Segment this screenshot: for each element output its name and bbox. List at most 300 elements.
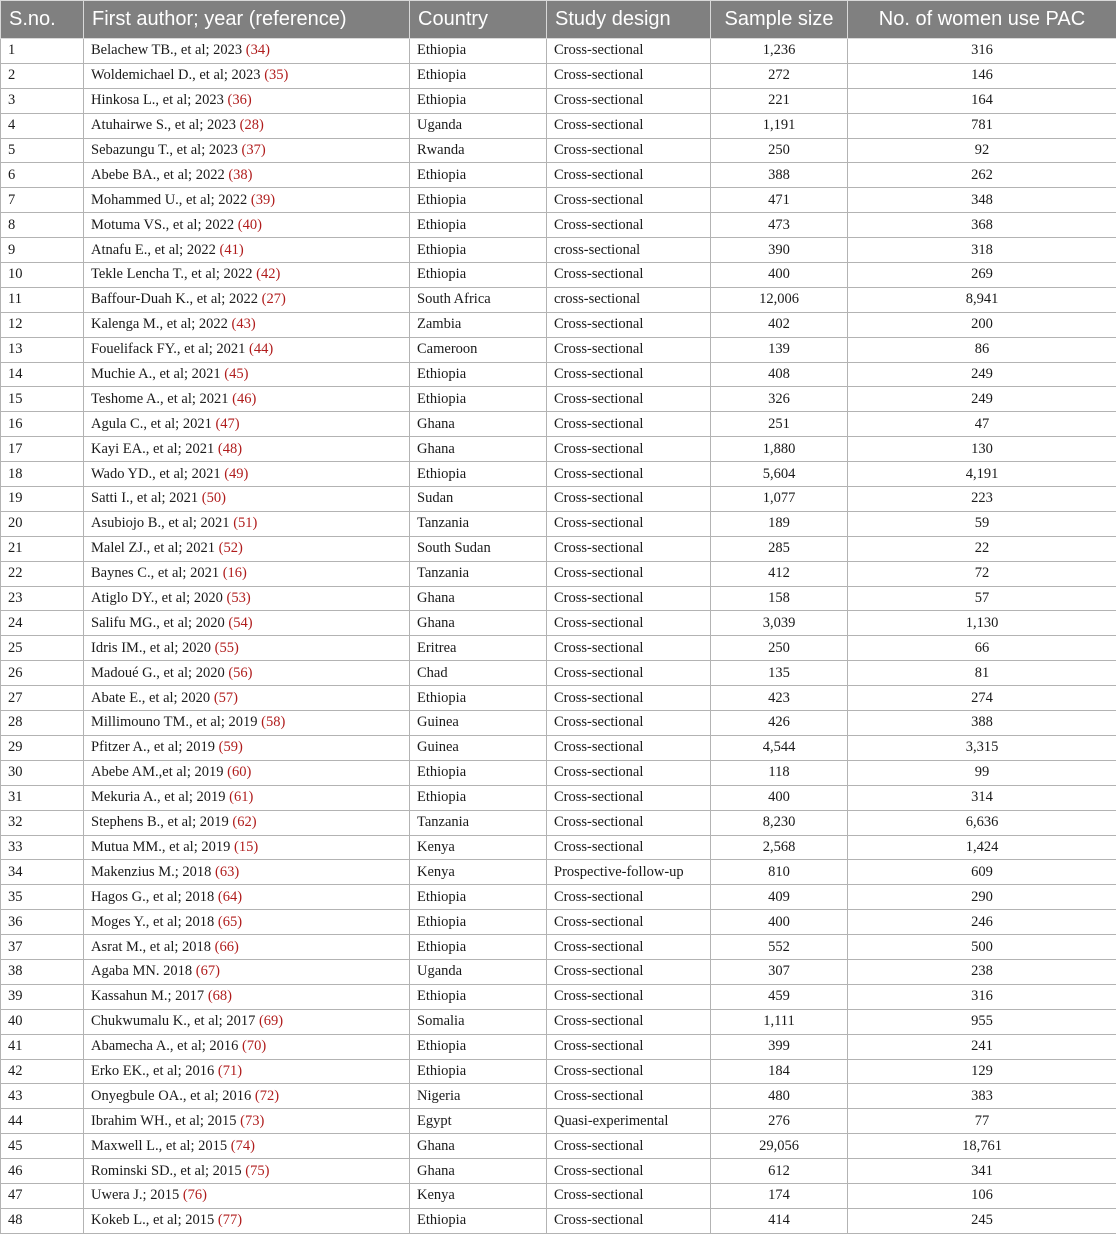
reference-link[interactable]: 46 [237, 391, 252, 407]
cell-women-use-pac: 106 [848, 1183, 1116, 1208]
cell-women-use-pac: 223 [848, 487, 1116, 512]
cell-sno: 3 [1, 88, 84, 113]
table-row [1, 636, 1116, 661]
cell-country: Tanzania [410, 810, 547, 835]
cell-women-use-pac: 274 [848, 686, 1116, 711]
cell-study-design: Cross-sectional [547, 163, 711, 188]
cell-sample-size: 390 [711, 238, 848, 263]
cell-author [84, 138, 410, 163]
reference-paren: (15) [234, 839, 258, 855]
cell-women-use-pac: 318 [848, 238, 1116, 263]
author-text: Abebe AM.,et al; 2019 [91, 764, 224, 780]
reference-link[interactable]: 71 [223, 1063, 238, 1079]
reference-link[interactable]: 39 [256, 192, 271, 208]
cell-women-use-pac: 81 [848, 661, 1116, 686]
reference-link[interactable]: 64 [223, 889, 238, 905]
reference-link[interactable]: 47 [220, 416, 235, 432]
cell-study-design: Cross-sectional [547, 686, 711, 711]
reference-paren: (67) [196, 963, 220, 979]
reference-link[interactable]: 75 [250, 1163, 265, 1179]
cell-author [84, 1084, 410, 1109]
reference-link[interactable]: 38 [233, 167, 248, 183]
table-row [1, 362, 1116, 387]
cell-country: Ethiopia [410, 462, 547, 487]
reference-link[interactable]: 35 [269, 67, 284, 83]
author-text: Belachew TB., et al; 2023 [91, 42, 242, 58]
cell-country: Ethiopia [410, 88, 547, 113]
reference-link[interactable]: 67 [201, 963, 216, 979]
cell-sample-size: 1,077 [711, 487, 848, 512]
cell-country: Sudan [410, 487, 547, 512]
cell-sno: 21 [1, 536, 84, 561]
cell-author [84, 88, 410, 113]
table-row [1, 735, 1116, 760]
cell-author [84, 188, 410, 213]
cell-sno: 8 [1, 213, 84, 238]
cell-author [84, 1059, 410, 1084]
cell-sno: 20 [1, 511, 84, 536]
cell-country: Ethiopia [410, 785, 547, 810]
table-row [1, 760, 1116, 785]
cell-author [84, 586, 410, 611]
reference-link[interactable]: 62 [237, 814, 252, 830]
cell-study-design: Cross-sectional [547, 1009, 711, 1034]
table-row [1, 412, 1116, 437]
cell-women-use-pac: 200 [848, 312, 1116, 337]
cell-women-use-pac: 57 [848, 586, 1116, 611]
cell-country: Kenya [410, 1183, 547, 1208]
reference-paren: (28) [240, 117, 264, 133]
reference-link[interactable]: 44 [254, 341, 269, 357]
cell-sample-size: 307 [711, 959, 848, 984]
cell-country: Ethiopia [410, 362, 547, 387]
reference-paren: (56) [228, 665, 252, 681]
cell-country: Ghana [410, 586, 547, 611]
cell-women-use-pac: 955 [848, 1009, 1116, 1034]
author-text: Malel ZJ., et al; 2021 [91, 540, 215, 556]
reference-link[interactable]: 45 [229, 366, 244, 382]
reference-link[interactable]: 69 [264, 1013, 279, 1029]
cell-author [84, 611, 410, 636]
table-row [1, 138, 1116, 163]
cell-sno: 14 [1, 362, 84, 387]
author-text: Teshome A., et al; 2021 [91, 391, 229, 407]
cell-sample-size: 414 [711, 1208, 848, 1233]
reference-paren: (44) [249, 341, 273, 357]
cell-author [84, 1159, 410, 1184]
cell-women-use-pac: 59 [848, 511, 1116, 536]
cell-sample-size: 3,039 [711, 611, 848, 636]
cell-author [84, 437, 410, 462]
author-text: Agula C., et al; 2021 [91, 416, 212, 432]
cell-sample-size: 118 [711, 760, 848, 785]
author-text: Abebe BA., et al; 2022 [91, 167, 225, 183]
table-header [1, 1, 1116, 39]
cell-study-design: Cross-sectional [547, 337, 711, 362]
reference-link[interactable]: 36 [232, 92, 247, 108]
reference-paren: (16) [223, 565, 247, 581]
reference-link[interactable]: 48 [223, 441, 238, 457]
cell-study-design: Cross-sectional [547, 113, 711, 138]
author-text: Sebazungu T., et al; 2023 [91, 142, 238, 158]
cell-country: Guinea [410, 711, 547, 736]
author-text: Onyegbule OA., et al; 2016 [91, 1088, 251, 1104]
cell-study-design: Cross-sectional [547, 885, 711, 910]
cell-study-design: Cross-sectional [547, 213, 711, 238]
reference-link[interactable]: 70 [247, 1038, 262, 1054]
cell-sample-size: 480 [711, 1084, 848, 1109]
cell-sample-size: 552 [711, 935, 848, 960]
table-row [1, 1034, 1116, 1059]
reference-link[interactable]: 63 [220, 864, 235, 880]
cell-country: Chad [410, 661, 547, 686]
reference-link[interactable]: 37 [246, 142, 261, 158]
table-row [1, 238, 1116, 263]
author-text: Abate E., et al; 2020 [91, 690, 210, 706]
cell-women-use-pac: 262 [848, 163, 1116, 188]
reference-link[interactable]: 55 [219, 640, 234, 656]
reference-link[interactable]: 73 [245, 1113, 260, 1129]
author-text: Atuhairwe S., et al; 2023 [91, 117, 236, 133]
cell-sno: 13 [1, 337, 84, 362]
cell-women-use-pac: 348 [848, 188, 1116, 213]
table-row [1, 188, 1116, 213]
table-row [1, 1084, 1116, 1109]
reference-paren: (42) [256, 266, 280, 282]
cell-author [84, 984, 410, 1009]
cell-study-design: Cross-sectional [547, 462, 711, 487]
reference-link[interactable]: 40 [243, 217, 258, 233]
cell-sample-size: 276 [711, 1109, 848, 1134]
author-text: Baffour-Duah K., et al; 2022 [91, 291, 258, 307]
cell-study-design: Cross-sectional [547, 1134, 711, 1159]
reference-link[interactable]: 15 [239, 839, 254, 855]
table-row [1, 1208, 1116, 1233]
reference-paren: (52) [219, 540, 243, 556]
table-row [1, 337, 1116, 362]
cell-author [84, 487, 410, 512]
table-row [1, 810, 1116, 835]
cell-sno: 40 [1, 1009, 84, 1034]
cell-women-use-pac: 99 [848, 760, 1116, 785]
cell-study-design: Cross-sectional [547, 835, 711, 860]
cell-sno: 1 [1, 39, 84, 64]
cell-sno: 28 [1, 711, 84, 736]
cell-sample-size: 29,056 [711, 1134, 848, 1159]
cell-author [84, 1009, 410, 1034]
cell-sno: 12 [1, 312, 84, 337]
cell-study-design: Cross-sectional [547, 487, 711, 512]
cell-author [84, 213, 410, 238]
reference-paren: (34) [246, 42, 270, 58]
reference-paren: (40) [238, 217, 262, 233]
cell-women-use-pac: 781 [848, 113, 1116, 138]
author-text: Kalenga M., et al; 2022 [91, 316, 228, 332]
author-text: Hagos G., et al; 2018 [91, 889, 214, 905]
reference-link[interactable]: 58 [266, 714, 281, 730]
cell-sample-size: 1,191 [711, 113, 848, 138]
table-row [1, 611, 1116, 636]
cell-author [84, 835, 410, 860]
cell-author [84, 860, 410, 885]
cell-author [84, 238, 410, 263]
cell-author [84, 910, 410, 935]
cell-author [84, 263, 410, 288]
cell-women-use-pac: 609 [848, 860, 1116, 885]
cell-women-use-pac: 1,130 [848, 611, 1116, 636]
cell-women-use-pac: 4,191 [848, 462, 1116, 487]
reference-link[interactable]: 49 [229, 466, 244, 482]
cell-country: Tanzania [410, 511, 547, 536]
cell-women-use-pac: 77 [848, 1109, 1116, 1134]
header-author: First author; year (reference) [84, 1, 410, 39]
cell-sample-size: 459 [711, 984, 848, 1009]
cell-country: Ethiopia [410, 1034, 547, 1059]
cell-sno: 22 [1, 561, 84, 586]
cell-women-use-pac: 500 [848, 935, 1116, 960]
author-text: Makenzius M.; 2018 [91, 864, 211, 880]
cell-author [84, 387, 410, 412]
reference-link[interactable]: 42 [261, 266, 276, 282]
cell-sample-size: 400 [711, 785, 848, 810]
cell-study-design: Cross-sectional [547, 1183, 711, 1208]
table-row [1, 39, 1116, 64]
table-row [1, 586, 1116, 611]
reference-link[interactable]: 76 [188, 1187, 203, 1203]
author-text: Satti I., et al; 2021 [91, 490, 198, 506]
cell-author [84, 711, 410, 736]
author-text: Agaba MN. 2018 [91, 963, 192, 979]
reference-link[interactable]: 41 [224, 242, 239, 258]
author-text: Wado YD., et al; 2021 [91, 466, 221, 482]
reference-link[interactable]: 54 [233, 615, 248, 631]
cell-country: Ethiopia [410, 984, 547, 1009]
reference-link[interactable]: 72 [260, 1088, 275, 1104]
reference-link[interactable]: 59 [224, 739, 239, 755]
reference-paren: (70) [242, 1038, 266, 1054]
author-text: Erko EK., et al; 2016 [91, 1063, 214, 1079]
table-row [1, 935, 1116, 960]
reference-link[interactable]: 43 [236, 316, 251, 332]
cell-sample-size: 139 [711, 337, 848, 362]
cell-sample-size: 471 [711, 188, 848, 213]
reference-link[interactable]: 77 [223, 1212, 238, 1228]
cell-study-design: Cross-sectional [547, 437, 711, 462]
cell-sno: 44 [1, 1109, 84, 1134]
cell-sample-size: 399 [711, 1034, 848, 1059]
reference-link[interactable]: 65 [223, 914, 238, 930]
cell-study-design: Cross-sectional [547, 387, 711, 412]
reference-link[interactable]: 34 [251, 42, 266, 58]
cell-women-use-pac: 316 [848, 984, 1116, 1009]
cell-study-design: Cross-sectional [547, 735, 711, 760]
reference-paren: (37) [241, 142, 265, 158]
cell-country: Uganda [410, 959, 547, 984]
reference-paren: (36) [228, 92, 252, 108]
table-row [1, 885, 1116, 910]
reference-paren: (54) [228, 615, 252, 631]
cell-women-use-pac: 66 [848, 636, 1116, 661]
cell-women-use-pac: 368 [848, 213, 1116, 238]
cell-country: Ethiopia [410, 1208, 547, 1233]
table-row [1, 686, 1116, 711]
reference-paren: (50) [202, 490, 226, 506]
author-text: Rominski SD., et al; 2015 [91, 1163, 242, 1179]
cell-study-design: Cross-sectional [547, 760, 711, 785]
cell-country: Ethiopia [410, 213, 547, 238]
author-text: Idris IM., et al; 2020 [91, 640, 211, 656]
author-text: Motuma VS., et al; 2022 [91, 217, 234, 233]
author-text: Maxwell L., et al; 2015 [91, 1138, 227, 1154]
table-row [1, 462, 1116, 487]
cell-country: Ethiopia [410, 387, 547, 412]
reference-paren: (55) [215, 640, 239, 656]
cell-author [84, 885, 410, 910]
cell-sno: 9 [1, 238, 84, 263]
cell-sample-size: 189 [711, 511, 848, 536]
reference-link[interactable]: 28 [244, 117, 259, 133]
cell-sno: 5 [1, 138, 84, 163]
author-text: Baynes C., et al; 2021 [91, 565, 219, 581]
cell-sample-size: 388 [711, 163, 848, 188]
reference-link[interactable]: 27 [266, 291, 281, 307]
cell-sample-size: 250 [711, 636, 848, 661]
cell-sample-size: 612 [711, 1159, 848, 1184]
reference-paren: (69) [259, 1013, 283, 1029]
cell-sample-size: 8,230 [711, 810, 848, 835]
author-text: Moges Y., et al; 2018 [91, 914, 214, 930]
cell-country: Kenya [410, 860, 547, 885]
table-row [1, 1059, 1116, 1084]
reference-paren: (62) [232, 814, 256, 830]
reference-paren: (58) [261, 714, 285, 730]
author-text: Mutua MM., et al; 2019 [91, 839, 230, 855]
cell-sno: 30 [1, 760, 84, 785]
cell-study-design: Cross-sectional [547, 1084, 711, 1109]
cell-study-design: Cross-sectional [547, 586, 711, 611]
reference-paren: (63) [215, 864, 239, 880]
cell-women-use-pac: 130 [848, 437, 1116, 462]
cell-sample-size: 251 [711, 412, 848, 437]
cell-women-use-pac: 249 [848, 387, 1116, 412]
reference-paren: (39) [251, 192, 275, 208]
cell-author [84, 362, 410, 387]
cell-study-design: Cross-sectional [547, 1034, 711, 1059]
table-row [1, 213, 1116, 238]
cell-country: Rwanda [410, 138, 547, 163]
author-text: Hinkosa L., et al; 2023 [91, 92, 224, 108]
cell-study-design: Cross-sectional [547, 312, 711, 337]
cell-country: Ethiopia [410, 39, 547, 64]
cell-country: Ghana [410, 437, 547, 462]
reference-link[interactable]: 60 [232, 764, 247, 780]
cell-country: Ghana [410, 412, 547, 437]
cell-sample-size: 2,568 [711, 835, 848, 860]
cell-women-use-pac: 47 [848, 412, 1116, 437]
cell-sno: 2 [1, 63, 84, 88]
reference-link[interactable]: 52 [224, 540, 239, 556]
cell-sample-size: 326 [711, 387, 848, 412]
cell-author [84, 63, 410, 88]
cell-sample-size: 158 [711, 586, 848, 611]
reference-link[interactable]: 53 [231, 590, 246, 606]
reference-link[interactable]: 50 [207, 490, 222, 506]
cell-study-design: Cross-sectional [547, 1159, 711, 1184]
cell-author [84, 163, 410, 188]
reference-paren: (76) [183, 1187, 207, 1203]
cell-women-use-pac: 388 [848, 711, 1116, 736]
reference-link[interactable]: 66 [219, 939, 234, 955]
table-row [1, 959, 1116, 984]
table-row [1, 437, 1116, 462]
reference-link[interactable]: 68 [213, 988, 228, 1004]
table-row [1, 487, 1116, 512]
cell-sample-size: 184 [711, 1059, 848, 1084]
cell-study-design: Cross-sectional [547, 63, 711, 88]
reference-paren: (65) [218, 914, 242, 930]
reference-paren: (53) [226, 590, 250, 606]
cell-study-design: Cross-sectional [547, 810, 711, 835]
cell-author [84, 1134, 410, 1159]
cell-sno: 17 [1, 437, 84, 462]
cell-country: Somalia [410, 1009, 547, 1034]
author-text: Chukwumalu K., et al; 2017 [91, 1013, 255, 1029]
cell-sno: 33 [1, 835, 84, 860]
cell-author [84, 935, 410, 960]
cell-author [84, 1109, 410, 1134]
table-row [1, 163, 1116, 188]
cell-author [84, 337, 410, 362]
cell-women-use-pac: 341 [848, 1159, 1116, 1184]
table-row [1, 860, 1116, 885]
cell-sno: 7 [1, 188, 84, 213]
cell-author [84, 561, 410, 586]
reference-paren: (73) [240, 1113, 264, 1129]
table-row [1, 511, 1116, 536]
reference-paren: (64) [218, 889, 242, 905]
author-text: Muchie A., et al; 2021 [91, 366, 221, 382]
author-text: Asubiojo B., et al; 2021 [91, 515, 230, 531]
reference-link[interactable]: 61 [234, 789, 249, 805]
cell-sno: 38 [1, 959, 84, 984]
cell-sno: 19 [1, 487, 84, 512]
reference-link[interactable]: 56 [233, 665, 248, 681]
table-row [1, 561, 1116, 586]
reference-link[interactable]: 16 [228, 565, 243, 581]
cell-country: Ethiopia [410, 188, 547, 213]
cell-study-design: Quasi-experimental [547, 1109, 711, 1134]
author-text: Woldemichael D., et al; 2023 [91, 67, 261, 83]
cell-sample-size: 221 [711, 88, 848, 113]
cell-women-use-pac: 92 [848, 138, 1116, 163]
cell-study-design: Cross-sectional [547, 561, 711, 586]
reference-paren: (46) [232, 391, 256, 407]
reference-link[interactable]: 74 [236, 1138, 251, 1154]
cell-sno: 11 [1, 287, 84, 312]
reference-paren: (71) [218, 1063, 242, 1079]
reference-link[interactable]: 57 [219, 690, 234, 706]
cell-sno: 4 [1, 113, 84, 138]
author-text: Kassahun M.; 2017 [91, 988, 204, 1004]
reference-paren: (48) [218, 441, 242, 457]
table-row [1, 785, 1116, 810]
cell-sample-size: 400 [711, 263, 848, 288]
reference-link[interactable]: 51 [238, 515, 253, 531]
cell-sample-size: 1,880 [711, 437, 848, 462]
author-text: Stephens B., et al; 2019 [91, 814, 229, 830]
reference-paren: (45) [224, 366, 248, 382]
cell-study-design: Cross-sectional [547, 536, 711, 561]
